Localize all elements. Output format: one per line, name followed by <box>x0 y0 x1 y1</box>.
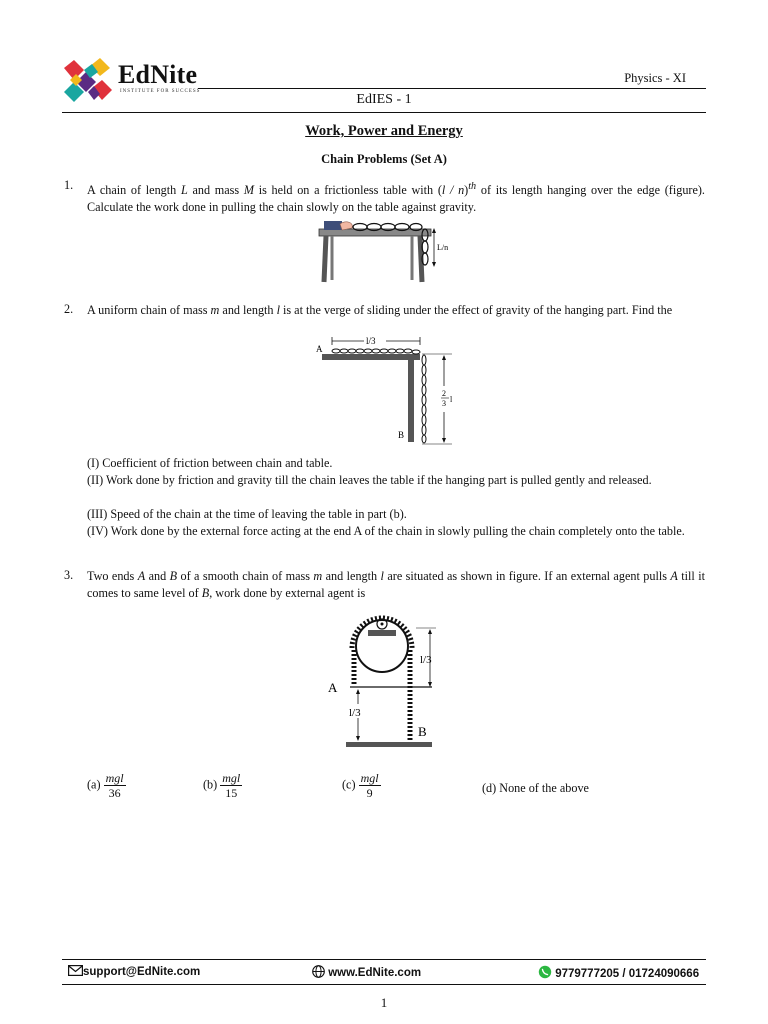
page-subtitle: Chain Problems (Set A) <box>321 152 447 166</box>
footer-email[interactable]: support@EdNite.com <box>68 965 200 978</box>
option-c[interactable]: (c) $\frac{\text{mgl}}{9}$ <box>342 771 379 800</box>
figure-chain-hanging-edge <box>312 334 462 446</box>
whatsapp-icon <box>538 965 552 979</box>
option-b[interactable]: (b) $\frac{\text{mgl}}{15}$ <box>203 771 241 800</box>
figure-label-B: B <box>418 724 427 739</box>
figure-label-upper: l/3 <box>420 654 432 666</box>
figure-label-lower: l/3 <box>349 707 361 719</box>
brand-tagline: INSTITUTE FOR SUCCESS <box>120 89 201 94</box>
subject-label: Physics - XI <box>624 71 686 85</box>
page-title: Work, Power and Energy <box>305 123 463 139</box>
question-number: 1. <box>64 178 74 192</box>
brand-name: EdNite <box>118 60 198 89</box>
option-a-numerator: mgl <box>105 771 124 785</box>
option-a[interactable]: (a) $\frac{\text{mgl}}{36}$ <box>87 771 124 800</box>
footer-phone[interactable]: 9779777205 / 01724090666 <box>538 965 699 980</box>
figure-side-num: 2 <box>442 389 446 398</box>
option-d[interactable]: (d) None of the above <box>482 781 589 795</box>
mail-icon <box>68 965 83 976</box>
figure-label-A: A <box>328 680 338 695</box>
header-rule-full <box>62 112 706 113</box>
figure-side-l: l <box>450 395 453 404</box>
option-b-numerator: mgl <box>222 771 241 785</box>
footer-website[interactable]: www.EdNite.com <box>312 965 421 979</box>
figure-chain-on-table <box>316 218 456 284</box>
page-number: 1 <box>380 995 388 1010</box>
figure-label-top: l/3 <box>366 336 376 346</box>
figure-side-den: 3 <box>442 399 446 408</box>
question-2-part: (III) Speed of the chain at the time of leaving the table in part (b). <box>87 507 407 521</box>
series-label: EdIES - 1 <box>356 92 412 107</box>
footer-rule-bottom <box>62 984 706 985</box>
option-c-numerator: mgl <box>360 771 379 785</box>
figure-label-B: B <box>398 430 405 440</box>
question-2-part: (I) Coefficient of friction between chain and table. <box>87 456 333 470</box>
option-c-denominator: 9 <box>366 786 373 800</box>
question-1-text: A chain of length L and mass M is held on a frictionless table with (l / n)$^{th}$ of its length hanging over the edge (figure). Calculate the work done in pulling the chain slowly on the table against gravity. <box>87 181 705 215</box>
question-3-text: Two ends A and B of a smooth chain of mass m and length l are situated as shown in figure. If an external agent pulls A till it comes to same level of B, work done by external agent is <box>87 569 706 600</box>
footer-rule <box>62 959 706 960</box>
option-a-denominator: 36 <box>108 786 121 800</box>
option-b-denominator: 15 <box>225 786 238 800</box>
figure-label-A: A <box>316 344 323 354</box>
figure-chain-over-pulley <box>322 606 452 748</box>
question-number: 3. <box>64 568 74 582</box>
question-number: 2. <box>64 302 74 316</box>
question-2-part: (IV) Work done by the external force acting at the end A of the chain in slowly pulling the chain completely onto the table. <box>87 524 685 538</box>
figure-label-l-over-n: L/n <box>437 243 449 252</box>
header-rule <box>198 88 706 89</box>
question-2-text: A uniform chain of mass m and length l is at the verge of sliding under the effect of gravity of the hanging part. Find the <box>87 303 673 317</box>
question-2-part: (II) Work done by friction and gravity till the chain leaves the table if the hanging part is pulled gently and released. <box>87 473 652 487</box>
globe-icon <box>312 965 325 978</box>
